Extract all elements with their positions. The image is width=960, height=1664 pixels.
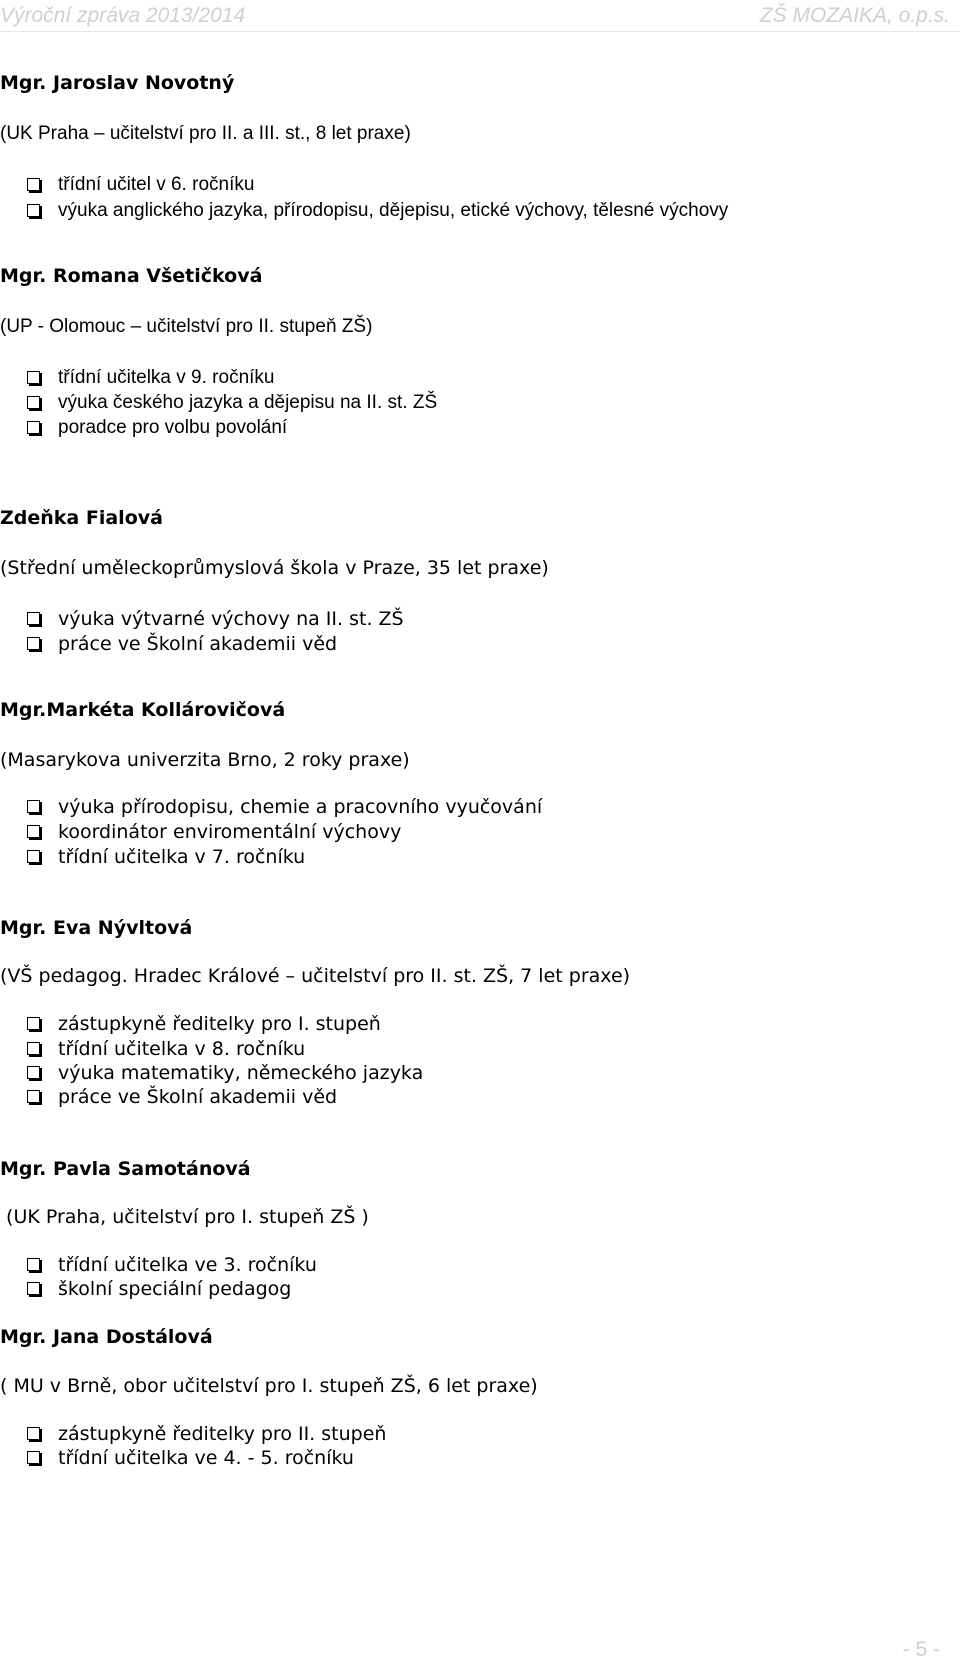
list-item: výuka matematiky, německého jazyka	[58, 1061, 423, 1085]
checkbox-bullet-icon	[27, 1258, 40, 1271]
list-item: zástupkyně ředitelky pro II. stupeň	[58, 1422, 386, 1446]
list-item: třídní učitelka ve 3. ročníku	[58, 1253, 317, 1277]
teacher-name: Mgr. Jaroslav Novotný	[0, 72, 235, 94]
teacher-education: (VŠ pedagog. Hradec Králové – učitelství pro II. st. ZŠ, 7 let praxe)	[0, 965, 631, 987]
list-item: práce ve Školní akademii věd	[58, 632, 337, 656]
teacher-education: (UK Praha, učitelství pro I. stupeň ZŠ )	[0, 1206, 369, 1228]
teacher-name: Mgr.Markéta Kollárovičová	[0, 699, 286, 721]
checkbox-bullet-icon	[27, 825, 40, 838]
list-item: práce ve Školní akademii věd	[58, 1085, 337, 1109]
list-item: výuka anglického jazyka, přírodopisu, dějepisu, etické výchovy, tělesné výchovy	[58, 199, 728, 223]
list-item: třídní učitel v 6. ročníku	[58, 173, 254, 197]
teacher-education: ( MU v Brně, obor učitelství pro I. stupeň ZŠ, 6 let praxe)	[0, 1375, 538, 1397]
teacher-name: Mgr. Eva Nývltová	[0, 917, 193, 939]
checkbox-bullet-icon	[27, 800, 40, 813]
checkbox-bullet-icon	[27, 1066, 40, 1079]
checkbox-bullet-icon	[27, 178, 40, 191]
checkbox-bullet-icon	[27, 1042, 40, 1055]
checkbox-bullet-icon	[27, 1282, 40, 1295]
list-item: třídní učitelka v 9. ročníku	[58, 366, 275, 390]
checkbox-bullet-icon	[27, 1090, 40, 1103]
checkbox-bullet-icon	[27, 204, 40, 217]
teacher-name: Mgr. Pavla Samotánová	[0, 1158, 251, 1180]
list-item: třídní učitelka v 8. ročníku	[58, 1037, 305, 1061]
checkbox-bullet-icon	[27, 371, 40, 384]
checkbox-bullet-icon	[27, 850, 40, 863]
school-name: ZŠ MOZAIKA, o.p.s.	[759, 4, 950, 27]
checkbox-bullet-icon	[27, 637, 40, 650]
checkbox-bullet-icon	[27, 1427, 40, 1440]
list-item: poradce pro volbu povolání	[58, 416, 287, 440]
teacher-education: (Masarykova univerzita Brno, 2 roky praxe)	[0, 749, 410, 771]
page-number: - 5 -	[902, 1638, 940, 1661]
report-title: Výroční zpráva 2013/2014	[0, 4, 246, 27]
list-item: školní speciální pedagog	[58, 1277, 291, 1301]
list-item: výuka výtvarné výchovy na II. st. ZŠ	[58, 607, 404, 631]
header-divider	[0, 31, 960, 32]
teacher-education: (Střední uměleckoprůmyslová škola v Praze, 35 let praxe)	[0, 557, 549, 579]
teacher-name: Mgr. Romana Všetičková	[0, 265, 263, 287]
list-item: třídní učitelka v 7. ročníku	[58, 845, 305, 869]
list-item: koordinátor enviromentální výchovy	[58, 820, 401, 844]
teacher-name: Zdeňka Fialová	[0, 507, 163, 529]
teacher-education: (UP - Olomouc – učitelství pro II. stupeň ZŠ)	[0, 316, 373, 337]
list-item: třídní učitelka ve 4. - 5. ročníku	[58, 1446, 354, 1470]
teacher-name: Mgr. Jana Dostálová	[0, 1326, 213, 1348]
checkbox-bullet-icon	[27, 1451, 40, 1464]
checkbox-bullet-icon	[27, 1017, 40, 1030]
teacher-education: (UK Praha – učitelství pro II. a III. st., 8 let praxe)	[0, 123, 411, 144]
list-item: výuka přírodopisu, chemie a pracovního vyučování	[58, 795, 542, 819]
checkbox-bullet-icon	[27, 396, 40, 409]
list-item: výuka českého jazyka a dějepisu na II. st. ZŠ	[58, 391, 437, 415]
checkbox-bullet-icon	[27, 421, 40, 434]
checkbox-bullet-icon	[27, 612, 40, 625]
list-item: zástupkyně ředitelky pro I. stupeň	[58, 1012, 381, 1036]
